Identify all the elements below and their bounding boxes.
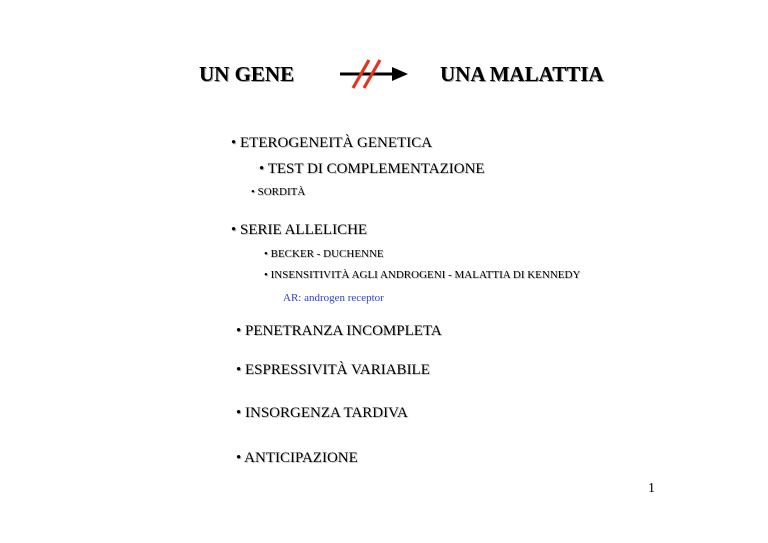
bullet-eterogeneita-genetica: • ETEROGENEITÀ GENETICA [231,135,433,151]
bullet-becker-duchenne: • BECKER - DUCHENNE [264,248,384,260]
bullet-sordita: • SORDITÀ [251,186,306,198]
arrow-head [392,67,408,81]
bullet-espressivita-variabile: • ESPRESSIVITÀ VARIABILE [236,362,430,378]
title-right: UNA MALATTIA [440,62,604,86]
page-number: 1 [648,481,655,496]
bullet-insensitivita-androgeni: • INSENSITIVITÀ AGLI ANDROGENI - MALATTIA DI KENNEDY [264,269,581,281]
bullet-serie-alleliche: • SERIE ALLELICHE [231,222,368,238]
note-androgen-receptor: AR: androgen receptor [283,292,384,304]
bullet-penetranza-incompleta: • PENETRANZA INCOMPLETA [236,323,442,339]
bullet-test-complementazione: • TEST DI COMPLEMENTAZIONE [259,161,485,177]
bullet-anticipazione: • ANTICIPAZIONE [236,450,358,466]
crossed-out-arrow-icon [338,56,410,92]
bullet-insorgenza-tardiva: • INSORGENZA TARDIVA [236,405,408,421]
title-left: UN GENE [199,62,295,86]
